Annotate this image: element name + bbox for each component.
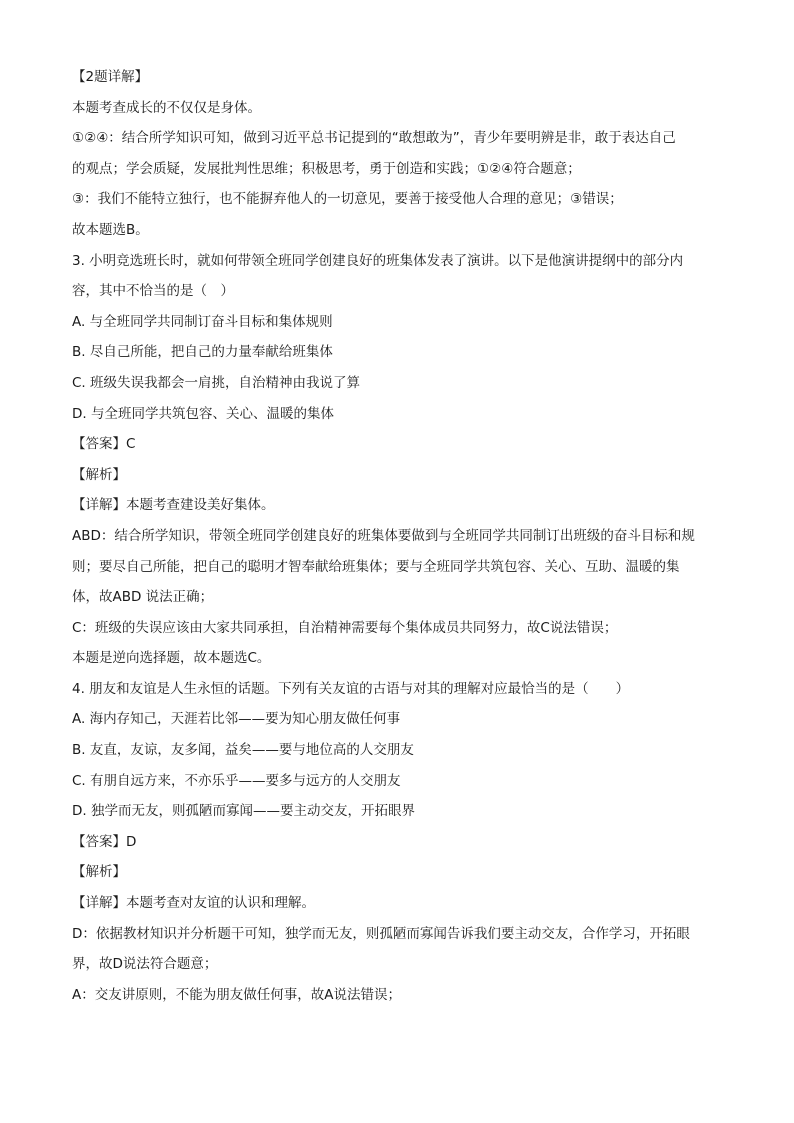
document-page	[72, 62, 722, 1010]
text-line: D：依据教材知识并分析题干可知，独学而无友，则孤陋而寡闻告诉我们要主动交友，合作学习，开拓眼	[72, 925, 690, 942]
text-line: ③：我们不能特立独行，也不能摒弃他人的一切意见，要善于接受他人合理的意见；③错误；	[72, 191, 623, 208]
question-stem: 3. 小明竞选班长时，就如何带领全班同学创建良好的班集体发表了演讲。以下是他演讲提纲中的部分内	[72, 252, 684, 269]
option-d: D. 独学而无友，则孤陋而寡闻——要主动交友，开拓眼界	[72, 803, 415, 820]
answer-label: 【答案】C	[72, 436, 136, 453]
question-stem: 容，其中不恰当的是（ ）	[72, 283, 234, 300]
option-d: D. 与全班同学共筑包容、关心、温暖的集体	[72, 405, 334, 422]
text-line: 【详解】本题考查建设美好集体。	[72, 497, 275, 514]
text-line: 本题是逆向选择题，故本题选C。	[72, 650, 271, 667]
text-line: C：班级的失误应该由大家共同承担，自治精神需要每个集体成员共同努力，故C说法错误；	[72, 619, 618, 636]
text-line: 的观点；学会质疑，发展批判性思维；积极思考，勇于创造和实践；①②④符合题意；	[72, 160, 581, 177]
text-line: ①②④：结合所学知识可知，做到习近平总书记提到的“敢想敢为”，青少年要明辨是非，敢于表达自己	[72, 130, 676, 147]
question-stem: 4. 朋友和友谊是人生永恒的话题。下列有关友谊的古语与对其的理解对应最恰当的是（ ）	[72, 680, 630, 697]
section-heading: 【2题详解】	[72, 69, 149, 85]
option-a: A. 与全班同学共同制订奋斗目标和集体规则	[72, 313, 333, 330]
text-line: 【详解】本题考查对友谊的认识和理解。	[72, 895, 315, 912]
text-line: 故本题选B。	[72, 221, 149, 238]
option-c: C. 班级失误我都会一肩挑，自治精神由我说了算	[72, 374, 361, 391]
option-a: A. 海内存知己，天涯若比邻——要为知心朋友做任何事	[72, 711, 401, 728]
text-line: 界，故D说法符合题意；	[72, 956, 218, 973]
text-line: ABD：结合所学知识，带领全班同学创建良好的班集体要做到与全班同学共同制订出班级的奋斗目标和规	[72, 527, 695, 544]
option-b: B. 尽自己所能，把自己的力量奉献给班集体	[72, 344, 333, 361]
text-line: A：交友讲原则，不能为朋友做任何事，故A说法错误；	[72, 986, 401, 1003]
option-b: B. 友直，友谅，友多闻，益矣——要与地位高的人交朋友	[72, 742, 414, 759]
analysis-label: 【解析】	[72, 864, 126, 881]
text-line: 体，故ABD 说法正确；	[72, 589, 214, 606]
text-line: 本题考查成长的不仅仅是身体。	[72, 99, 261, 116]
text-line: 则；要尽自己所能，把自己的聪明才智奉献给班集体；要与全班同学共筑包容、关心、互助、温暖的集	[72, 558, 680, 575]
analysis-label: 【解析】	[72, 466, 126, 483]
option-c: C. 有朋自远方来，不亦乐乎——要多与远方的人交朋友	[72, 772, 401, 789]
answer-label: 【答案】D	[72, 833, 137, 850]
